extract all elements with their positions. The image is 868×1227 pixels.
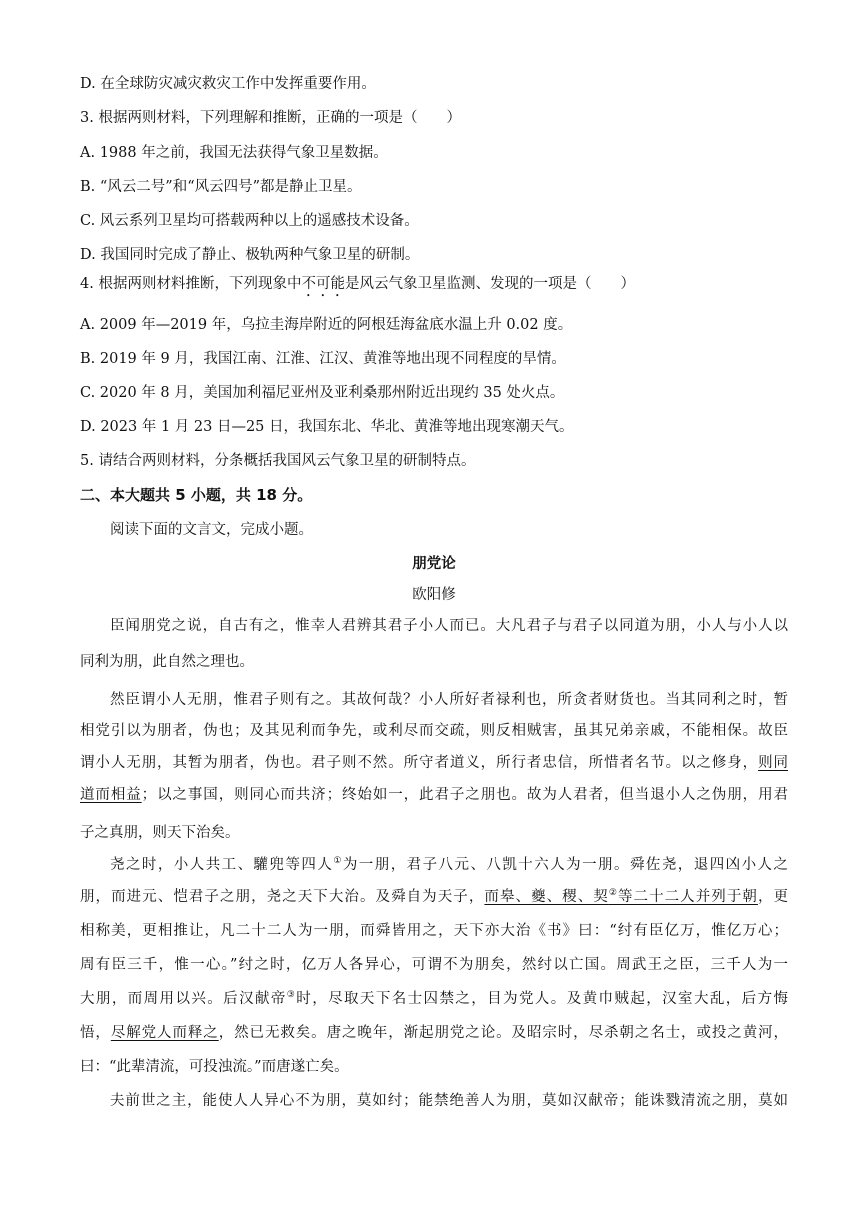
essay-line: 子之真朋，则天下治矣。 — [80, 825, 240, 841]
q4-option-a: A. 2009 年—2019 年，乌拉圭海岸附近的阿根廷海盆底水温上升 0.02 度。 — [80, 317, 573, 333]
footnote-marker: ① — [333, 856, 343, 867]
q3-option-a: A. 1988 年之前，我国无法获得气象卫星数据。 — [80, 145, 388, 161]
essay-line: 道而相益；以之事国，则同心而共济；终始如一，此君子之朋也。故为人君者，但当退小人之伪朋，用君 — [80, 787, 789, 803]
essay-author: 欧阳修 — [412, 587, 456, 603]
essay-line: 悟，尽解党人而释之，然已无救矣。唐之晚年，渐起朋党之论。及昭宗时，尽杀朝之名士，或投之黄河， — [80, 1025, 789, 1041]
q2-option-d: D. 在全球防灾减灾救灾工作中发挥重要作用。 — [80, 76, 376, 92]
essay-line: 尧之时，小人共工、驩兜等四人①为一朋，君子八元、八凯十六人为一朋。舜佐尧，退四凶小人之 — [110, 856, 789, 873]
q3-stem: 3. 根据两则材料，下列理解和推断，正确的一项是（ ） — [80, 110, 461, 126]
essay-line: 谓小人无朋，其暂为朋者，伪也。君子则不然。所守者道义，所行者忠信，所惜者名节。以之修身，则同 — [80, 755, 789, 771]
essay-line: 相党引以为朋者，伪也；及其见利而争先，或利尽而交疏，则反相贼害，虽其兄弟亲戚，不能相保。故臣 — [80, 723, 788, 739]
essay-title: 朋党论 — [412, 556, 456, 572]
section-heading: 二、本大题共 5 小题，共 18 分。 — [80, 486, 313, 504]
q4-option-c: C. 2020 年 8 月，美国加利福尼亚州及亚利桑那州附近出现约 35 处火点。 — [80, 385, 565, 401]
q3-option-d: D. 我国同时完成了静止、极轨两种气象卫星的研制。 — [80, 247, 420, 263]
essay-line: 夫前世之主，能使人人异心不为朋，莫如纣；能禁绝善人为朋，莫如汉献帝；能诛戮清流之朋，莫如 — [110, 1093, 788, 1109]
q4-option-b: B. 2019 年 9 月，我国江南、江淮、江汉、黄淮等地出现不同程度的旱情。 — [80, 351, 566, 367]
footnote-marker: ② — [608, 888, 618, 899]
q5-stem: 5. 请结合两则材料，分条概括我国风云气象卫星的研制特点。 — [80, 453, 476, 469]
emphasis-text: 不可能 — [301, 276, 345, 292]
reading-instruction: 阅读下面的文言文，完成小题。 — [110, 522, 313, 538]
essay-line: 大朋，而周用以兴。后汉献帝③时，尽取天下名士囚禁之，目为党人。及黄巾贼起，汉室大乱，后方悔 — [80, 990, 788, 1007]
q3-option-c: C. 风云系列卫星均可搭载两种以上的遥感技术设备。 — [80, 213, 419, 229]
q4-stem: 4. 根据两则材料推断，下列现象中不可能是风云气象卫星监测、发现的一项是（ ） — [80, 276, 635, 292]
essay-line: 然臣谓小人无朋，惟君子则有之。其故何哉？小人所好者禄利也，所贪者财货也。当其同利之时，暂 — [110, 692, 788, 708]
q4-option-d: D. 2023 年 1 月 23 日—25 日，我国东北、华北、黄淮等地出现寒潮天气。 — [80, 419, 574, 435]
essay-line: 朋，而进元、恺君子之朋，尧之天下大治。及舜自为天子，而皋、夔、稷、契②等二十二人并列于朝，更 — [80, 888, 789, 905]
footnote-marker: ③ — [286, 990, 297, 1001]
underlined-phrase: 道而相益 — [80, 787, 142, 803]
underlined-phrase: 尽解党人而释之 — [110, 1025, 219, 1041]
essay-line: 臣闻朋党之说，自古有之，惟幸人君辨其君子小人而已。大凡君子与君子以同道为朋，小人与小人以 — [110, 618, 788, 634]
underlined-phrase: 而皋、夔、稷、契②等二十二人并列于朝 — [484, 888, 758, 905]
underlined-phrase: 则同 — [758, 755, 789, 771]
essay-line: 同利为朋，此自然之理也。 — [80, 654, 254, 670]
essay-line: 相称美，更相推让，凡二十二人为一朋，而舜皆用之，天下亦大治《书》曰：“纣有臣亿万，惟亿万心； — [80, 923, 788, 939]
q3-option-b: B. “风云二号”和“风云四号”都是静止卫星。 — [80, 179, 362, 195]
essay-line: 曰：“此辈清流，可投浊流。”而唐遂亡矣。 — [80, 1059, 349, 1075]
essay-line: 周有臣三千，惟一心。”纣之时，亿万人各异心，可谓不为朋矣，然纣以亡国。周武王之臣，三千人为一 — [80, 957, 788, 973]
